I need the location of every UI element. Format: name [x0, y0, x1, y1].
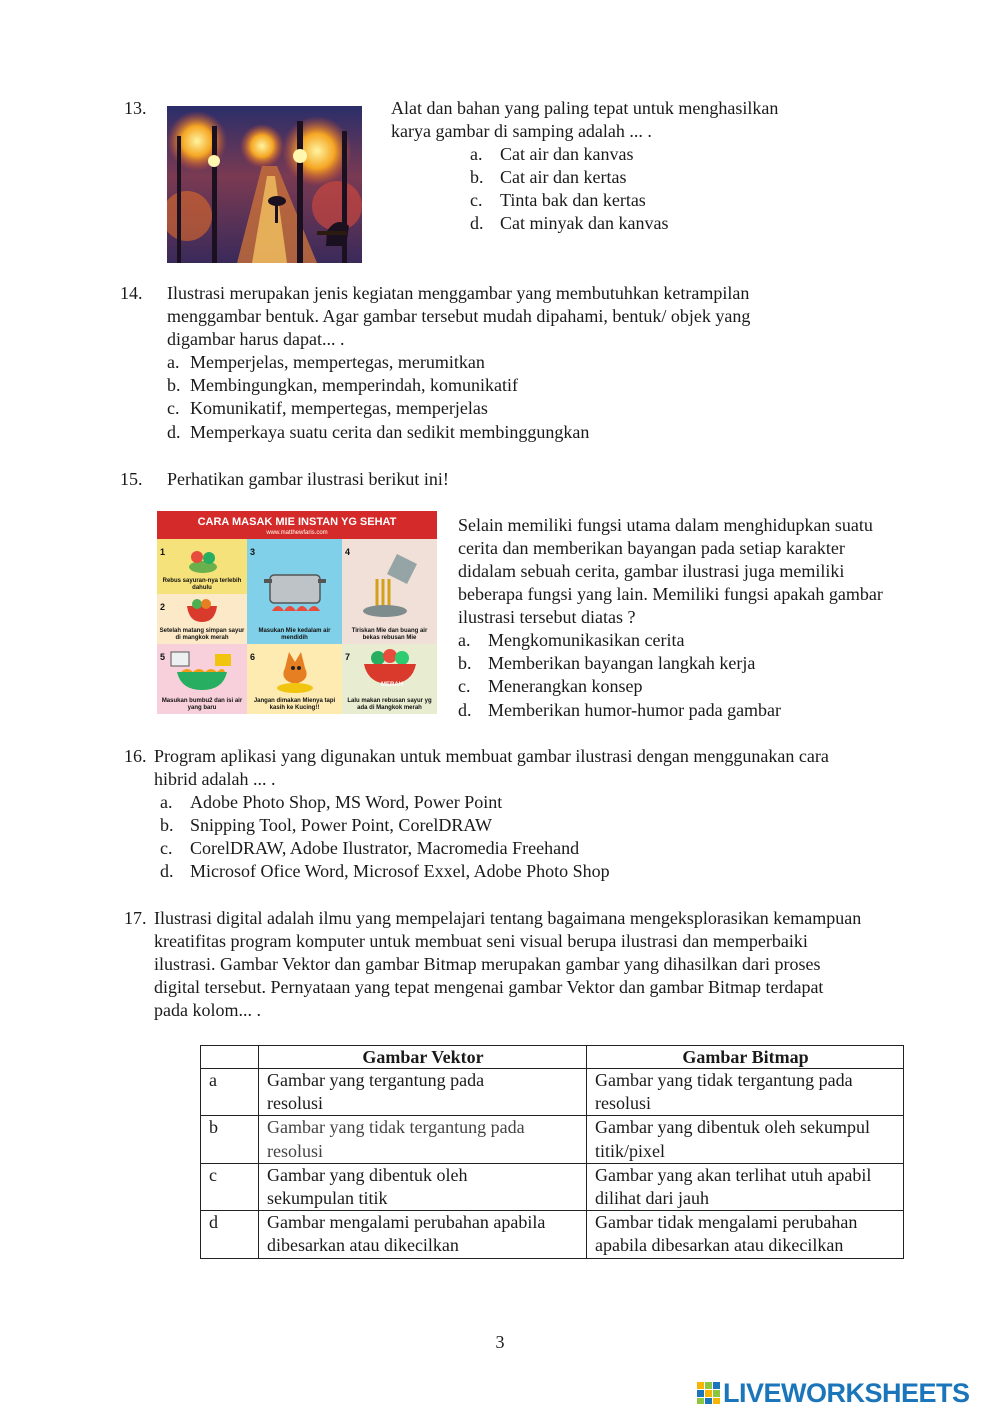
row-label: b	[201, 1116, 259, 1163]
q14-number: 14.	[120, 283, 143, 303]
option-letter: c.	[458, 676, 471, 696]
option-text: Adobe Photo Shop, MS Word, Power Point	[190, 792, 503, 812]
option-text: CorelDRAW, Adobe Ilustrator, Macromedia Freehand	[190, 838, 580, 858]
option-letter: a.	[167, 352, 180, 372]
step-number: 1	[160, 547, 166, 557]
option-letter: a.	[458, 630, 471, 650]
cell-line: dibesarkan atau dikecilkan	[267, 1235, 459, 1256]
q13-stem-line-1: Alat dan bahan yang paling tepat untuk menghasilkan	[391, 98, 779, 118]
step-caption: Masukan Mie kedalam air mendidih	[258, 628, 331, 641]
q15-stem-line-3: didalam sebuah cerita, gambar ilustrasi juga memiliki	[458, 561, 845, 581]
option-letter: a.	[160, 792, 173, 812]
option-text: Cat air dan kertas	[500, 167, 627, 187]
cell-line: Gambar yang akan terlihat utuh apabil	[595, 1164, 872, 1185]
option-letter: c.	[470, 190, 483, 210]
cell-line: resolusi	[267, 1140, 323, 1161]
q16-stem-line-2: hibrid adalah ... .	[154, 769, 276, 789]
cell-line: titik/pixel	[595, 1140, 665, 1161]
option-text: Cat minyak dan kanvas	[500, 213, 669, 233]
option-letter: d.	[160, 861, 174, 881]
illustration-step-3	[247, 539, 342, 644]
cell-line: Gambar yang dibentuk oleh sekumpul	[595, 1117, 870, 1138]
option-letter: a.	[470, 144, 483, 164]
strainer-icon	[357, 549, 427, 619]
cell-line: resolusi	[267, 1093, 323, 1114]
illustration-step-7	[342, 644, 437, 714]
liveworksheets-brand-text: LIVEWORKSHEETS	[723, 1378, 970, 1408]
q17-number: 17.	[124, 908, 147, 928]
row-label: d	[201, 1211, 259, 1258]
cell-line: sekumpulan titik	[267, 1188, 388, 1209]
cell-line: Gambar yang tergantung pada	[267, 1070, 485, 1090]
table-row[interactable]	[201, 1116, 904, 1163]
cell-line: resolusi	[595, 1093, 651, 1114]
illustration-step-1	[157, 539, 247, 594]
option-text: Komunikatif, mempertegas, memperjelas	[190, 398, 488, 418]
step-caption: Rebus sayuran-nya terlebih dahulu	[162, 578, 242, 591]
q15-stem-line-2: cerita dan memberikan bayangan pada setiap karakter	[458, 538, 845, 558]
table-row[interactable]	[201, 1211, 904, 1258]
bitmap-cell	[587, 1116, 904, 1163]
bowl-label: MERAH	[381, 682, 403, 688]
option-text: Memperjelas, mempertegas, merumitkan	[190, 352, 485, 372]
row-label: a	[201, 1069, 259, 1116]
q13-stem-line-2: karya gambar di samping adalah ... .	[391, 121, 652, 141]
cell-line: Gambar yang tidak tergantung pada	[595, 1070, 853, 1090]
option-text: Snipping Tool, Power Point, CorelDRAW	[190, 815, 492, 835]
option-letter: b.	[167, 375, 181, 395]
q17-stem-line-5: pada kolom... .	[154, 1000, 261, 1020]
q16-stem-line-1: Program aplikasi yang digunakan untuk membuat gambar ilustrasi dengan menggunakan cara	[154, 746, 829, 766]
liveworksheets-logo-icon	[697, 1382, 721, 1404]
q17-stem-line-2: kreatifitas program komputer untuk membuat seni visual berupa ilustrasi dan memperbaiki	[154, 931, 808, 951]
cell-line: Gambar mengalami perubahan apabila	[267, 1212, 546, 1233]
option-text: Tinta bak dan kertas	[500, 190, 646, 210]
option-letter: b.	[470, 167, 484, 187]
cell-line: apabila dibesarkan atau dikecilkan	[595, 1235, 844, 1256]
table-header-vektor: Gambar Vektor	[259, 1046, 587, 1069]
option-letter: d.	[167, 422, 181, 442]
step-caption: Tiriskan Mie dan buang air bekas rebusan Mie	[351, 628, 428, 641]
q15-stem-line-5: ilustrasi tersebut diatas ?	[458, 607, 636, 627]
q17-stem-line-3: ilustrasi. Gambar Vektor dan gambar Bitmap merupakan gambar yang dihasilkan dari proses	[154, 954, 821, 974]
illustration-step-2	[157, 594, 247, 644]
cell-line: Gambar tidak mengalami perubahan	[595, 1212, 858, 1233]
table-header-empty	[201, 1046, 259, 1069]
q14-stem-line-3: digambar harus dapat... .	[167, 329, 345, 349]
cell-line: Gambar yang dibentuk oleh	[267, 1164, 468, 1185]
option-letter: b.	[458, 653, 472, 673]
illustration-step-5	[157, 644, 247, 714]
option-text: Membingungkan, memperindah, komunikatif	[190, 375, 518, 395]
red-bowl-icon	[185, 598, 219, 624]
step-caption: Setelah matang simpan sayur di mangkok merah	[159, 628, 245, 641]
q16-number: 16.	[124, 746, 147, 766]
step-number: 5	[160, 652, 166, 662]
step-number: 2	[160, 602, 166, 612]
bitmap-cell	[587, 1211, 904, 1258]
vektor-cell	[259, 1116, 587, 1163]
vektor-cell	[259, 1163, 587, 1210]
illustration-step-4	[342, 539, 437, 644]
q15-stem-line-1: Selain memiliki fungsi utama dalam menghidupkan suatu	[458, 515, 873, 535]
table-row[interactable]	[201, 1163, 904, 1210]
noodle-bowl-icon	[167, 648, 237, 694]
q15-illustration-image	[157, 511, 437, 714]
step-number: 7	[345, 652, 351, 662]
option-letter: c.	[160, 838, 173, 858]
vektor-cell	[259, 1069, 587, 1116]
table-header-row	[201, 1046, 904, 1069]
page-number: 3	[495, 1332, 505, 1352]
cat-icon	[267, 646, 327, 694]
step-number: 4	[345, 547, 351, 557]
pot-icon	[262, 557, 328, 617]
bitmap-cell	[587, 1069, 904, 1116]
q17-stem-line-4: digital tersebut. Pernyataan yang tepat mengenai gambar Vektor dan gambar Bitmap terdapat	[154, 977, 824, 997]
option-text: Cat air dan kanvas	[500, 144, 634, 164]
option-letter: b.	[160, 815, 174, 835]
step-caption: Lalu makan rebusan sayur yg ada di Mangkok merah	[347, 698, 432, 711]
step-caption: Masukan bumbu2 dan isi air yang baru	[161, 698, 243, 711]
option-text: Mengkomunikasikan cerita	[488, 630, 685, 650]
step-number: 6	[250, 652, 256, 662]
q15-number: 15.	[120, 469, 143, 489]
cell-line: Gambar yang tidak tergantung pada	[267, 1117, 525, 1138]
option-text: Microsof Ofice Word, Microsof Exxel, Adobe Photo Shop	[190, 861, 610, 881]
option-letter: d.	[470, 213, 484, 233]
table-row[interactable]	[201, 1069, 904, 1116]
table-header-bitmap: Gambar Bitmap	[587, 1046, 904, 1069]
illustration-step-6	[247, 644, 342, 714]
step-number: 3	[250, 547, 256, 557]
illustration-title: CARA MASAK MIE INSTAN YG SEHAT	[157, 511, 437, 539]
bitmap-cell	[587, 1163, 904, 1210]
q15-intro: Perhatikan gambar ilustrasi berikut ini!	[167, 469, 449, 489]
option-letter: c.	[167, 398, 180, 418]
illustration-subtitle: www.matthewfaris.com	[266, 530, 328, 536]
q13-number: 13.	[124, 98, 147, 118]
option-text: Memberikan bayangan langkah kerja	[488, 653, 756, 673]
cell-line: dilihat dari jauh	[595, 1188, 709, 1209]
option-text: Memperkaya suatu cerita dan sedikit membinggungkan	[190, 422, 590, 442]
vektor-bitmap-table	[200, 1045, 904, 1259]
q15-stem-line-4: beberapa fungsi yang lain. Memiliki fungsi apakah gambar	[458, 584, 883, 604]
option-text: Menerangkan konsep	[488, 676, 643, 696]
q14-stem-line-1: Ilustrasi merupakan jenis kegiatan menggambar yang membutuhkan ketrampilan	[167, 283, 750, 303]
option-text: Memberikan humor-humor pada gambar	[488, 700, 782, 720]
vegetables-icon	[187, 545, 219, 575]
option-letter: d.	[458, 700, 472, 720]
step-caption: Jangan dimakan Mienya tapi kasih ke Kucing!!	[253, 698, 336, 711]
q14-stem-line-2: menggambar bentuk. Agar gambar tersebut mudah dipahami, bentuk/ objek yang	[167, 306, 751, 326]
vektor-cell	[259, 1211, 587, 1258]
q13-painting-image	[167, 106, 362, 263]
liveworksheets-logo[interactable]	[697, 1378, 997, 1408]
q17-stem-line-1: Ilustrasi digital adalah ilmu yang mempelajari tentang bagaimana mengeksplorasikan kemampuan	[154, 908, 862, 928]
row-label: c	[201, 1163, 259, 1210]
